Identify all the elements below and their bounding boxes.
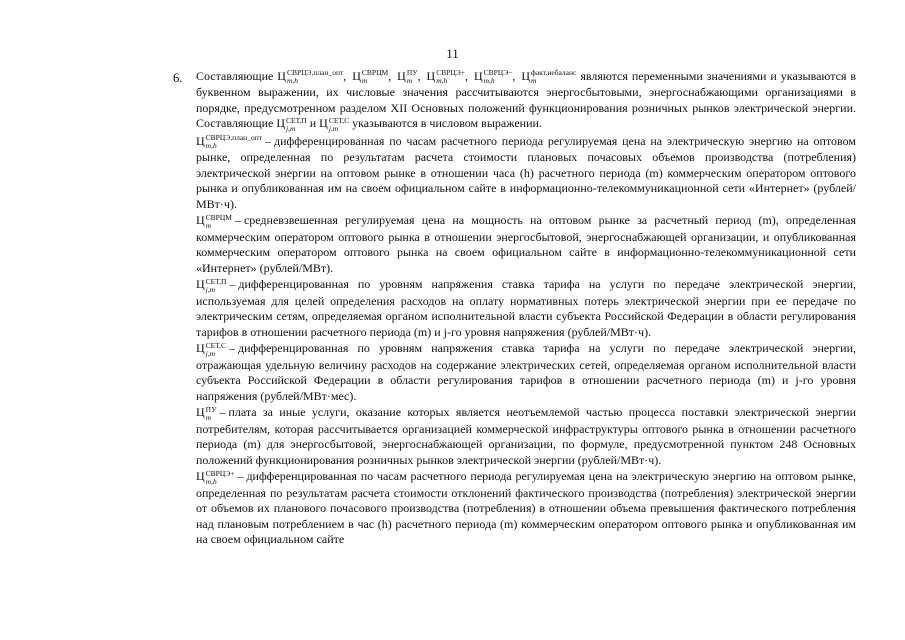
- symbol-base: Ц: [196, 277, 205, 292]
- definitions-list: [196, 134, 856, 548]
- formula-symbol: [521, 68, 577, 86]
- intro-symbols: Ц СВРЦЭ,план_опт m,h , Ц СВРЦМ m , Ц ПУ m , Ц СВРЦЭ+ m,h , Ц СВРЦЭ− m,h , Ц факт,небаланс m: [277, 68, 577, 86]
- formula-symbol: [319, 115, 350, 133]
- symbol-sup: СВРЦЭ+: [205, 468, 235, 478]
- symbol-sub: m: [531, 76, 537, 86]
- symbol-base: Ц: [196, 133, 205, 148]
- definition-dash: –: [228, 341, 235, 356]
- symbol-sup: СЕТ,С: [328, 115, 350, 125]
- symbol-sub: m: [205, 412, 212, 422]
- symbol-sub: m: [205, 220, 212, 230]
- symbol-base: Ц: [397, 69, 406, 83]
- intro-text: являются переменными значениями и указываются в буквенном выражении, их числовые значения рассчитываются энергосбытовыми, энергоснабжающими организациями в порядке, предусмотренном разделом XII Основных положений функционирования розничных рынков электрической энергии. Составляющие: [196, 69, 857, 131]
- definition-paragraph: [196, 134, 856, 213]
- intro-lead: Составляющие: [196, 69, 274, 83]
- symbol-sup: факт,небаланс: [531, 68, 577, 78]
- symbol-sub: m,h: [205, 140, 217, 150]
- symbol-sub: m,h: [286, 76, 299, 86]
- definition-paragraph: [196, 213, 856, 276]
- symbol-sub: j,m: [286, 123, 296, 133]
- symbol-sup: ПУ: [406, 68, 418, 78]
- symbol-base: Ц: [277, 69, 286, 83]
- definition-text: плата за иные услуги, оказание которых является неотъемлемой частью процесса поставки электрической энергии потребителям, которая рассчитывается организацией коммерческой инфраструктуры оптового рынка в отношении расчетного периода (m) для энергосбытовой, энергоснабжающей организации, по формуле, предусмотренной пунктом 248 Основных положений функционирования розничных рынков электрической энергии (рублей/МВт·ч).: [196, 405, 856, 467]
- definition-text: дифференцированная по часам расчетного периода регулируемая цена на электрическую энергию на оптовом рынке, определенная по результатам расчета стоимости отклонений фактического производства (потребления) электрической энергии от объемов их планового почасового производства (потребления) в отношении объема превышения фактического потребления над плановым потреблением в час (h) расчетного периода (m) коммерческим оператором оптового рынка и опубликованная им на своем официальном сайте: [196, 469, 856, 547]
- symbol-base: Ц: [196, 341, 205, 356]
- symbol-sub: m: [406, 76, 413, 86]
- symbol-sup: СВРЦМ: [205, 212, 232, 222]
- formula-symbol: [196, 340, 226, 358]
- symbol-sub: j,m: [205, 348, 216, 358]
- symbol-sup: СВРЦЭ−: [483, 68, 513, 78]
- page-number: 11: [446, 46, 459, 61]
- item-number: 6.: [173, 71, 183, 85]
- symbol-sub: m,h: [483, 76, 495, 86]
- symbol-sup: СВРЦЭ+: [436, 68, 465, 78]
- formula-symbol: [196, 404, 217, 422]
- formula-symbol: [397, 68, 418, 86]
- definition-text: дифференцированная по уровням напряжения ставка тарифа на услуги по передаче электрической энергии, отражающая удельную величину расходов на содержание электрических сетей, определяемая органом исполнительной власти субъекта Российской Федерации в области регулирования тарифов в отношении расчетного периода (m) и j-го уровня напряжения (рублей/МВт·мес).: [196, 341, 856, 403]
- symbol-sup: СВРЦМ: [361, 68, 389, 78]
- symbol-base: Ц: [352, 69, 361, 83]
- definition-dash: –: [264, 133, 271, 148]
- definition-text: дифференцированная по уровням напряжения ставка тарифа на услуги по передаче электрической энергии, используемая для целей определения расходов на оплату нормативных потерь электрической энергии при ее передаче по электрическим сетям, определяемая органом исполнительной власти субъекта Российской Федерации в области регулирования тарифов в отношении расчетного периода (m) и j-го уровня напряжения (рублей/МВт·ч).: [196, 277, 856, 339]
- symbol-sub: m,h: [436, 76, 448, 86]
- definition-paragraph: [196, 341, 856, 404]
- formula-symbol: [196, 134, 262, 148]
- symbol-base: Ц: [196, 469, 205, 484]
- definition-dash: –: [237, 469, 244, 484]
- intro-paragraph: [196, 69, 856, 133]
- symbol-sup: СЕТ,П: [205, 276, 227, 286]
- symbol-base: Ц: [276, 116, 285, 131]
- symbol-sup: СЕТ,С: [205, 340, 226, 350]
- symbol-base: Ц: [319, 116, 328, 131]
- intro-and: и: [309, 116, 317, 131]
- symbol-base: Ц: [196, 213, 205, 228]
- formula-symbol: [473, 68, 513, 86]
- symbol-sub: j,m: [205, 284, 216, 294]
- formula-symbol: [196, 212, 232, 230]
- formula-symbol: [276, 115, 307, 133]
- intro-tail: указываются в числовом выражении.: [352, 116, 542, 131]
- definition-dash: –: [219, 405, 226, 420]
- symbol-sub: m,h: [205, 476, 217, 486]
- symbol-sup: СВРЦЭ,план_опт: [205, 132, 262, 142]
- definition-paragraph: [196, 469, 856, 548]
- formula-symbol: [196, 276, 227, 294]
- formula-symbol: [352, 68, 389, 86]
- definition-paragraph: [196, 277, 856, 340]
- definition-dash: –: [234, 213, 241, 228]
- formula-symbol: [277, 68, 344, 86]
- document-body: [196, 69, 856, 549]
- formula-symbol: [426, 68, 465, 86]
- symbol-sub: m: [361, 76, 368, 86]
- definition-text: средневзвешенная регулируемая цена на мощность на оптовом рынке за расчетный период (m), определенная коммерческим оператором оптового рынка в отношении энергосбытовой, энергоснабжающей организации, и опубликованная коммерческим оператором оптового рынка на своем официальном сайте в информационно-телекоммуникационной сети «Интернет» (рублей/МВт).: [196, 213, 856, 275]
- definition-paragraph: [196, 405, 856, 468]
- symbol-sup: ПУ: [205, 404, 217, 414]
- symbol-sup: СЕТ,П: [286, 115, 307, 125]
- symbol-base: Ц: [473, 69, 483, 83]
- symbol-sub: j,m: [328, 123, 339, 133]
- symbol-base: Ц: [521, 69, 531, 83]
- formula-symbol: [196, 468, 235, 486]
- definition-text: дифференцированная по часам расчетного периода регулируемая цена на электрическую энергию на оптовом рынке, определенная по результатам расчета стоимости плановых почасовых объемов производства (потребления) электрической энергии на оптовом рынке в отношении часа (h) расчетного периода (m) коммерческим оператором оптового рынка и опубликованная им на своем официальном сайте в информационно-телекоммуникационной сети «Интернет» (рублей/МВт·ч).: [196, 133, 856, 211]
- symbol-sup: СВРЦЭ,план_опт: [286, 68, 344, 78]
- definition-dash: –: [229, 277, 236, 292]
- symbol-base: Ц: [426, 69, 436, 83]
- symbol-base: Ц: [196, 405, 205, 420]
